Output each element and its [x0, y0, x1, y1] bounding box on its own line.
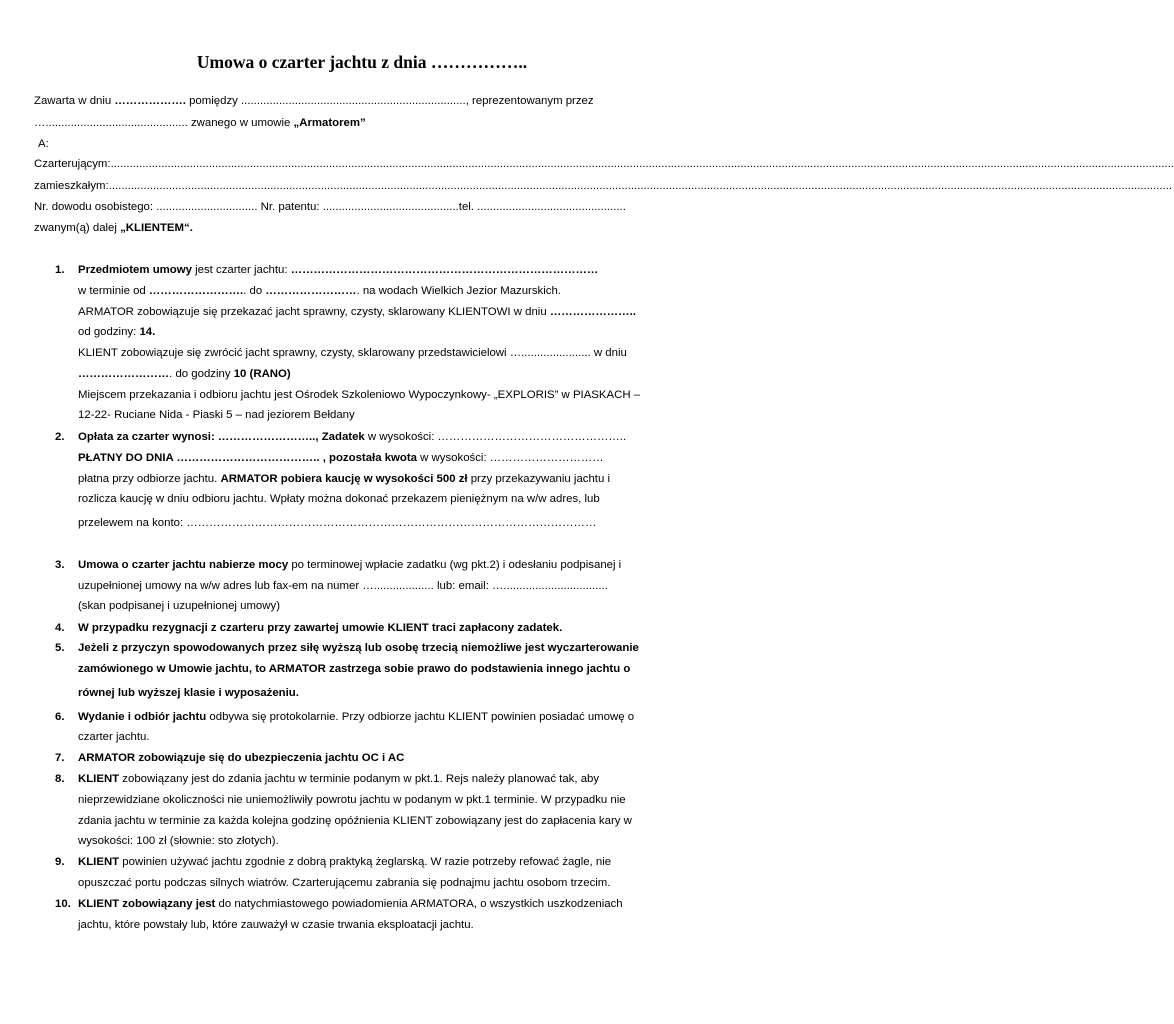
- s2-line-4: rozlicza kaucję w dniu odbioru jachtu. Wpłaty można dokonać przekazem pieniężnym na w/w adres, lub: [78, 493, 600, 505]
- page-title: Umowa o czarter jachtu z dnia ……………..: [196, 52, 528, 72]
- s8-line-1: KLIENT zobowiązany jest do zdania jachtu w terminie podanym w pkt.1. Rejs należy planować tak, aby: [78, 773, 600, 785]
- section-number-1: 1.: [55, 264, 65, 276]
- section-number-10: 10.: [55, 898, 71, 910]
- s1-line-1: Przedmiotem umowy jest czarter jachtu: ………………………………………………………………………: [78, 264, 599, 276]
- address-field: zamieszkałym: ................................................................................................................................................................................................................................................................................................................................................: [34, 180, 1173, 192]
- id-patent-phone-line: Nr. dowodu osobistego: ................................ Nr. patentu: ...........................................tel. ...............................................: [34, 201, 626, 213]
- s1-line-2: w terminie od …………………….. do ……………………. na wodach Wielkich Jezior Mazurskich.: [78, 285, 561, 297]
- s1-line-5: KLIENT zobowiązuje się zwrócić jacht sprawny, czysty, sklarowany przedstawicielowi …...................... w dniu: [78, 347, 627, 359]
- s8-line-2: nieprzewidziane okoliczności nie uniemożliwiły powrotu jachtu w podanym w pkt.1 terminie. W przypadku nie: [78, 794, 626, 806]
- s10-line-2: jachtu, które powstały lub, które zauważył w czasie trwania eksploatacji jachtu.: [78, 919, 474, 931]
- s3-line-2: uzupełnionej umowy na w/w adres lub fax-em na numer …................... lub: email: ….................................: [78, 580, 608, 592]
- s5-line-1: Jeżeli z przyczyn spowodowanych przez siłę wyższą lub osobę trzecią niemożliwe jest wyczarterowanie: [78, 642, 639, 654]
- s4-line-1: W przypadku rezygnacji z czarteru przy zawartej umowie KLIENT traci zapłacony zadatek.: [78, 622, 563, 634]
- s2-line-3: płatna przy odbiorze jachtu. ARMATOR pobiera kaucję w wysokości 500 zł przy przekazywaniu jachtu i: [78, 473, 611, 485]
- s2-line-1: Opłata za czarter wynosi: …………………….., Zadatek w wysokości: …………………………………………..: [78, 431, 627, 443]
- s1-line-4: od godziny: 14.: [78, 326, 156, 338]
- charterer-dots: ................................................................................................................................................................................................................................................................................................................................................: [110, 158, 1174, 170]
- s5-line-2: zamówionego w Umowie jachtu, to ARMATOR zastrzega sobie prawo do podstawienia innego jachtu o: [78, 663, 631, 675]
- section-number-4: 4.: [55, 622, 65, 634]
- section-number-7: 7.: [55, 752, 65, 764]
- s9-line-1: KLIENT powinien używać jachtu zgodnie z dobrą praktyką żeglarską. W razie potrzeby refować żagle, nie: [78, 856, 612, 868]
- s1-line-8: 12-22- Ruciane Nida - Piaski 5 – nad jeziorem Bełdany: [78, 409, 355, 421]
- s6-line-2: czarter jachtu.: [78, 731, 150, 743]
- s7-line-1: ARMATOR zobowiązuje się do ubezpieczenia jachtu OC i AC: [78, 752, 405, 764]
- s3-line-3: (skan podpisanej i uzupełnionej umowy): [78, 600, 280, 612]
- s2-line-5: przelewem na konto: ………………………………………………………………………………………………: [78, 517, 597, 529]
- s1-line-6: ……………………. do godziny 10 (RANO): [78, 368, 291, 380]
- section-number-9: 9.: [55, 856, 65, 868]
- s3-line-1: Umowa o czarter jachtu nabierze mocy po terminowej wpłacie zadatku (wg pkt.2) i odesłaniu podpisanej i: [78, 559, 622, 571]
- address-dots: ................................................................................................................................................................................................................................................................................................................................................: [108, 180, 1173, 192]
- section-number-2: 2.: [55, 431, 65, 443]
- header-line-date: Zawarta w dniu ………………. pomiędzy ......................................................................., reprezentowanym przez: [34, 95, 594, 107]
- s6-line-1: Wydanie i odbiór jachtu odbywa się protokolarnie. Przy odbiorze jachtu KLIENT powinien posiadać umowę o: [78, 711, 635, 723]
- charterer-field: Czarterującym: ................................................................................................................................................................................................................................................................................................................................................: [34, 158, 1174, 170]
- client-definition: zwanym(ą) dalej „KLIENTEM“.: [34, 222, 193, 234]
- section-number-5: 5.: [55, 642, 65, 654]
- header-line-and: A:: [38, 138, 49, 150]
- section-number-8: 8.: [55, 773, 65, 785]
- s8-line-3: zdania jachtu w terminie za każda kolejna godzinę opóźnienia KLIENT zobowiązany jest do zapłacenia kary w: [78, 815, 632, 827]
- s1-line-7: Miejscem przekazania i odbioru jachtu jest Ośrodek Szkoleniowo Wypoczynkowy- „EXPLORIS” w PIASKACH –: [78, 389, 641, 401]
- s1-line-3: ARMATOR zobowiązuje się przekazać jacht sprawny, czysty, sklarowany KLIENTOWI w dniu …………………..: [78, 306, 636, 318]
- s5-line-3: równej lub wyższej klasie i wyposażeniu.: [78, 687, 299, 699]
- s2-line-2: PŁATNY DO DNIA ……………………………….. , pozostała kwota w wysokości: …………………………: [78, 452, 604, 464]
- s10-line-1: KLIENT zobowiązany jest do natychmiastowego powiadomienia ARMATORA, o wszystkich uszkodzeniach: [78, 898, 623, 910]
- s9-line-2: opuszczać portu podczas silnych wiatrów. Czarterującemu zabrania się podnajmu jachtu osobom trzecim.: [78, 877, 611, 889]
- header-line-armator: …............................................. zwanego w umowie „Armatorem”: [34, 117, 366, 129]
- section-number-3: 3.: [55, 559, 65, 571]
- section-number-6: 6.: [55, 711, 65, 723]
- s8-line-4: wysokości: 100 zł (słownie: sto złotych).: [78, 835, 279, 847]
